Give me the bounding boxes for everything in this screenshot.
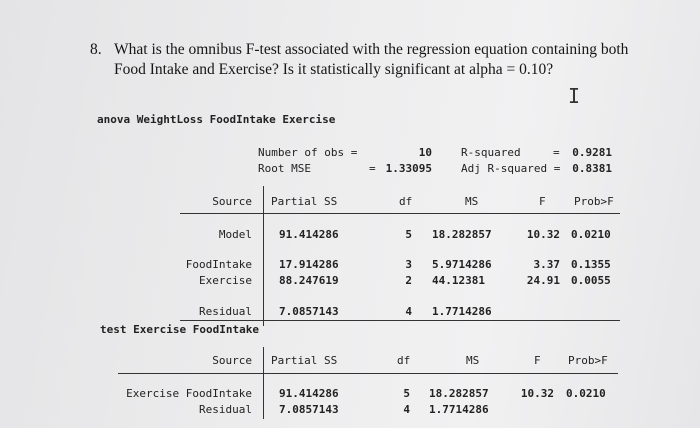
r2-equals: =	[553, 146, 560, 159]
anova-header-rule	[180, 213, 620, 214]
row-ss: 7.0857143	[279, 305, 339, 318]
row-ms: 18.282857	[429, 387, 489, 400]
anova-header-p: Prob>F	[574, 195, 614, 208]
row-p: 0.0210	[566, 387, 606, 400]
r2-value: 0.9281	[572, 146, 612, 159]
row-source: Residual	[199, 403, 252, 416]
anova-header-ss: Partial SS	[271, 195, 338, 208]
row-p: 0.0055	[571, 274, 611, 287]
anova-command: anova WeightLoss FoodIntake Exercise	[97, 113, 336, 126]
test-header-f: F	[534, 354, 541, 367]
row-ss: 88.247619	[279, 274, 339, 287]
row-ms: 44.12381	[432, 274, 485, 287]
anova-header-source: Source	[212, 195, 252, 208]
rmse-equals: =	[369, 162, 376, 175]
anova-column-divider	[263, 186, 264, 326]
row-f: 24.91	[526, 274, 560, 287]
test-header-df: df	[397, 354, 411, 367]
test-column-divider	[263, 347, 264, 419]
text-cursor-icon: I	[568, 84, 581, 108]
row-source: Exercise FoodIntake	[126, 387, 252, 400]
test-header-rule	[118, 373, 618, 374]
anova-header-df: df	[399, 195, 413, 208]
row-df: 5	[405, 228, 412, 241]
test-header-ss: Partial SS	[271, 354, 338, 367]
row-ss: 17.914286	[279, 258, 339, 271]
test-header-ms: MS	[466, 354, 480, 367]
row-ms: 1.7714286	[429, 403, 489, 416]
row-p: 0.1355	[571, 258, 611, 271]
row-f: 10.32	[526, 228, 560, 241]
row-ms: 1.7714286	[432, 305, 492, 318]
row-df: 5	[403, 387, 410, 400]
row-source: Residual	[199, 305, 252, 318]
adj-r2-label: Adj R-squared =	[461, 162, 561, 175]
nobs-value: 10	[418, 146, 432, 159]
test-header-p: Prob>F	[568, 354, 608, 367]
anova-bottom-rule	[180, 320, 620, 321]
row-ms: 5.9714286	[432, 258, 492, 271]
row-source: Model	[218, 228, 252, 241]
row-df: 3	[405, 258, 412, 271]
test-header-source: Source	[212, 354, 252, 367]
question-line-1: What is the omnibus F-test associated with the regression equation containing both	[114, 41, 629, 58]
r2-label: R-squared	[461, 146, 521, 159]
row-ss: 91.414286	[279, 387, 339, 400]
row-df: 4	[403, 403, 410, 416]
row-f: 3.37	[533, 258, 560, 271]
rmse-value: 1.33095	[385, 162, 432, 175]
row-source: FoodIntake	[185, 258, 252, 271]
row-source: Exercise	[199, 274, 252, 287]
test-command: test Exercise FoodIntake	[100, 323, 259, 336]
row-ms: 18.282857	[432, 228, 492, 241]
row-ss: 91.414286	[279, 228, 339, 241]
anova-header-ms: MS	[465, 195, 479, 208]
row-p: 0.0210	[571, 228, 611, 241]
row-ss: 7.0857143	[279, 403, 339, 416]
row-df: 2	[405, 274, 412, 287]
question-number: 8.	[90, 41, 102, 58]
rmse-label: Root MSE	[258, 162, 311, 175]
row-f: 10.32	[520, 387, 554, 400]
anova-header-f: F	[539, 195, 546, 208]
row-df: 4	[405, 305, 412, 318]
adj-r2-value: 0.8381	[572, 162, 612, 175]
question-line-2: Food Intake and Exercise? Is it statistically significant at alpha = 0.10?	[114, 61, 554, 78]
nobs-label: Number of obs =	[258, 146, 358, 159]
